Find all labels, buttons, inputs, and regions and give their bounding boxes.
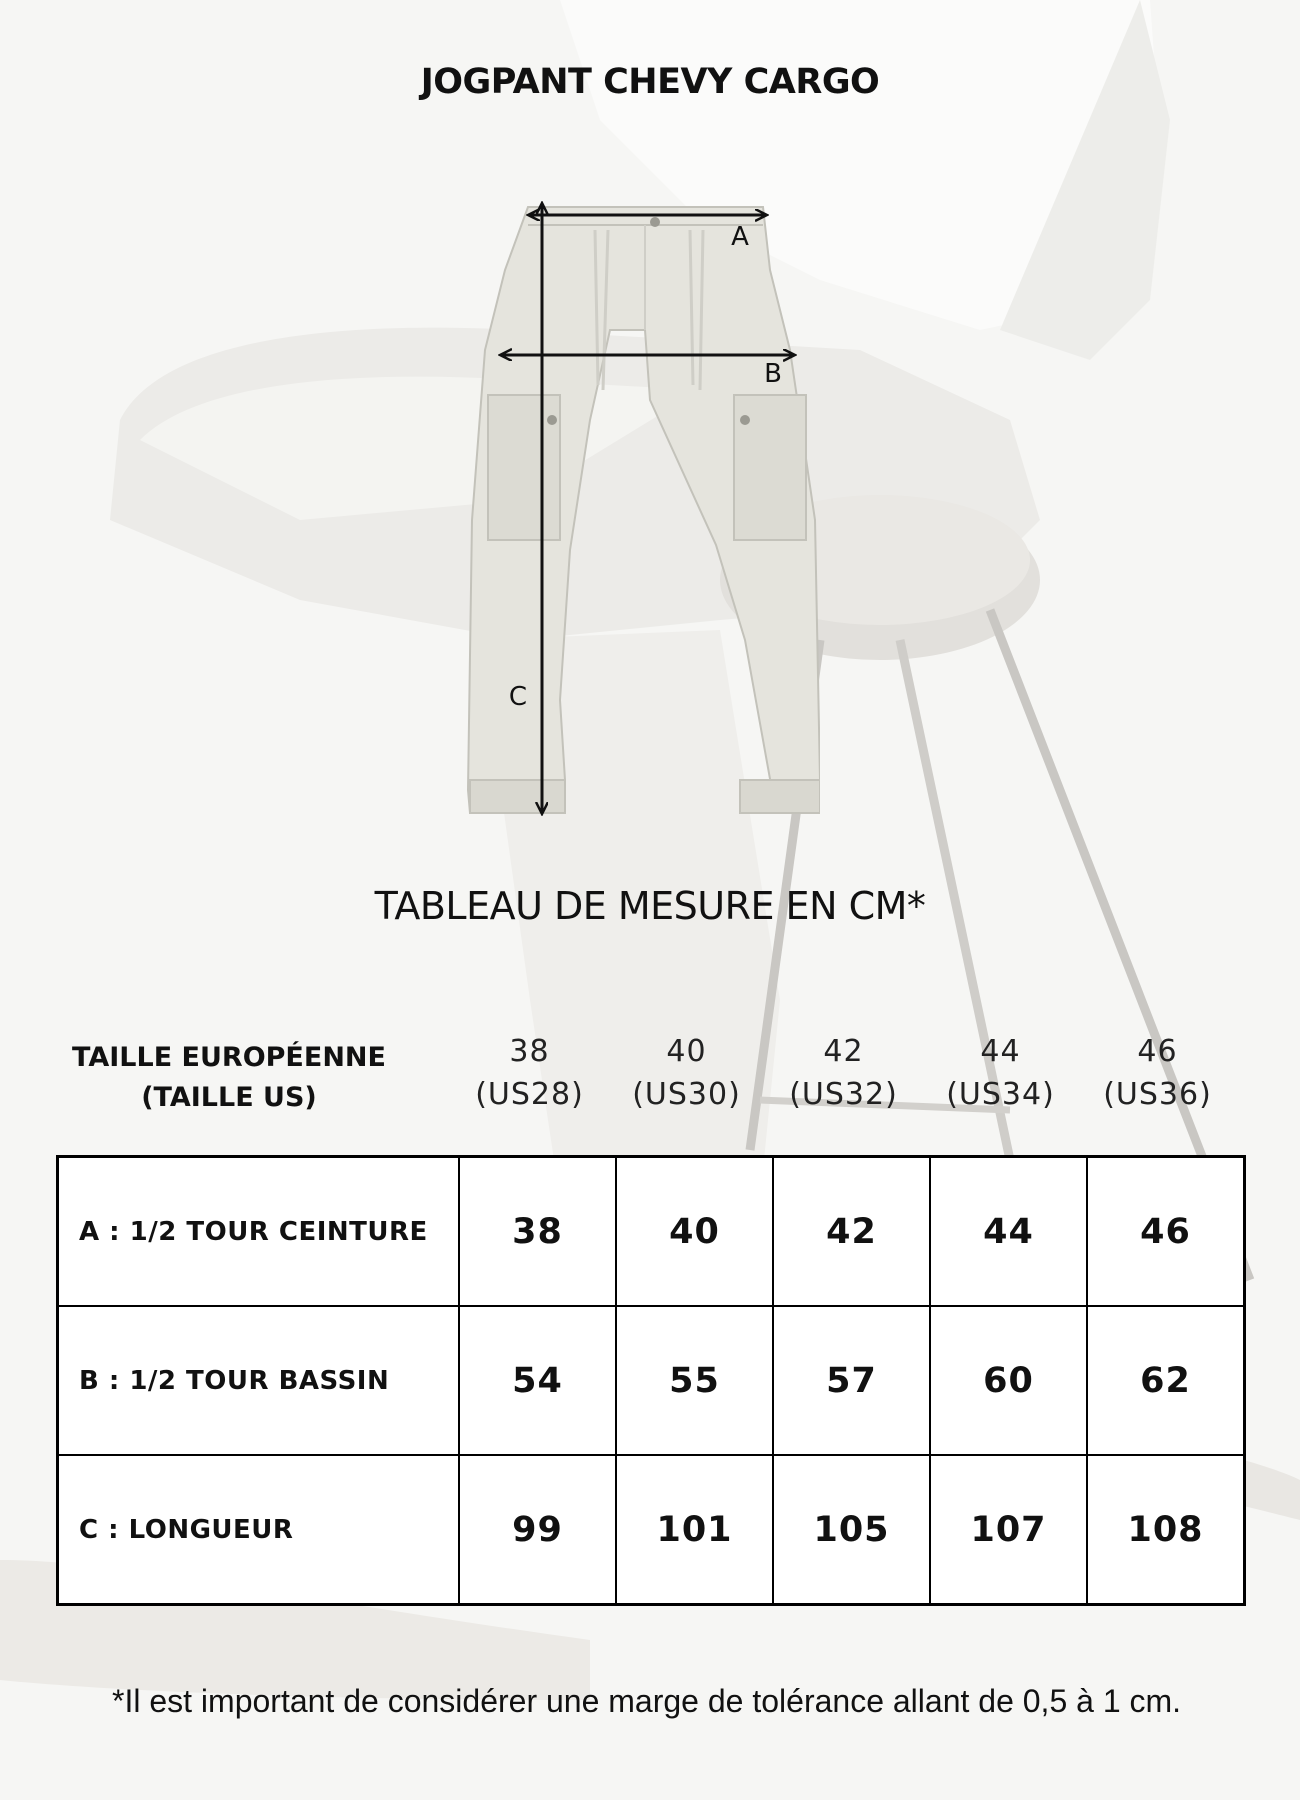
- table-cell: 55: [616, 1306, 773, 1455]
- label-b: B: [764, 359, 782, 389]
- size-column-46: [1080, 1030, 1235, 1116]
- size-eu: 46: [1137, 1034, 1178, 1069]
- table-row-waist: [58, 1157, 1245, 1307]
- table-cell: 99: [459, 1455, 616, 1605]
- table-cell: 107: [930, 1455, 1087, 1605]
- table-row-length: [58, 1455, 1245, 1605]
- table-cell: 44: [930, 1157, 1087, 1307]
- measurement-table: [56, 1155, 1246, 1606]
- table-cell: 57: [773, 1306, 930, 1455]
- table-cell: 108: [1087, 1455, 1245, 1605]
- size-us: (US28): [475, 1077, 584, 1112]
- table-cell: 42: [773, 1157, 930, 1307]
- row-label: C : LONGUEUR: [58, 1455, 460, 1605]
- tolerance-footnote: *Il est important de considérer une marge de tolérance allant de 0,5 à 1 cm.: [112, 1683, 1182, 1719]
- size-column-38: [452, 1030, 607, 1116]
- size-us: (US32): [789, 1077, 898, 1112]
- table-cell: 60: [930, 1306, 1087, 1455]
- label-c: C: [508, 682, 528, 712]
- table-cell: 54: [459, 1306, 616, 1455]
- table-cell: 101: [616, 1455, 773, 1605]
- table-cell: 38: [459, 1157, 616, 1307]
- size-us: (US36): [1103, 1077, 1212, 1112]
- measurement-table-wrapper: [56, 1155, 1246, 1606]
- row-label: A : 1/2 TOUR CEINTURE: [58, 1157, 460, 1307]
- size-header: [56, 1030, 1236, 1120]
- row-label: B : 1/2 TOUR BASSIN: [58, 1306, 460, 1455]
- size-column-40: [609, 1030, 764, 1116]
- size-column-44: [923, 1030, 1078, 1116]
- table-cell: 105: [773, 1455, 930, 1605]
- size-us: (US30): [632, 1077, 741, 1112]
- size-eu: 38: [509, 1034, 550, 1069]
- table-cell: 40: [616, 1157, 773, 1307]
- table-row-hip: [58, 1306, 1245, 1455]
- size-eu: 42: [823, 1034, 864, 1069]
- size-header-label-line2: (TAILLE US): [141, 1082, 317, 1113]
- table-cell: 62: [1087, 1306, 1245, 1455]
- size-eu: 44: [980, 1034, 1021, 1069]
- size-us: (US34): [946, 1077, 1055, 1112]
- measurement-table-title: TABLEAU DE MESURE EN CM*: [374, 884, 926, 928]
- label-a: A: [731, 222, 749, 252]
- size-header-label: [56, 1038, 402, 1118]
- size-header-label-line1: TAILLE EUROPÉENNE: [72, 1042, 386, 1073]
- product-title: JOGPANT CHEVY CARGO: [420, 62, 880, 102]
- table-cell: 46: [1087, 1157, 1245, 1307]
- size-column-42: [766, 1030, 921, 1116]
- pants-diagram: [460, 190, 820, 830]
- size-eu: 40: [666, 1034, 707, 1069]
